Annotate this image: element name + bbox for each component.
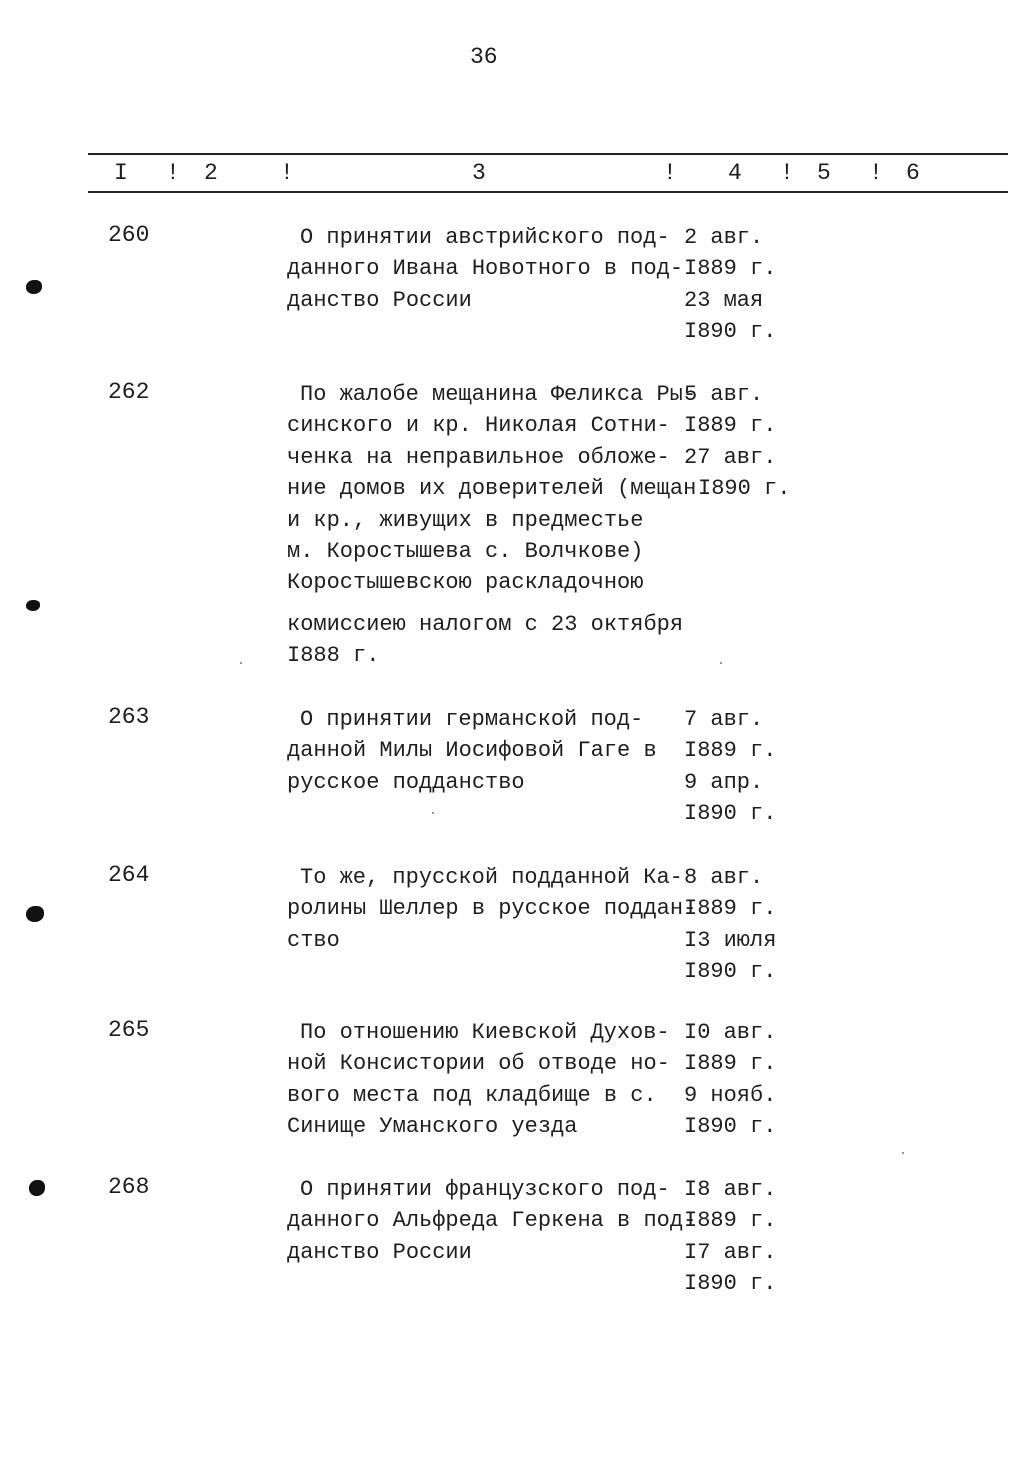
description-line: м. Коростышева с. Волчкове)	[287, 539, 644, 565]
entry-dates	[684, 862, 776, 988]
date-line: I889 г.	[684, 1208, 777, 1234]
punch-hole-mark	[26, 906, 44, 922]
entry-number: 268	[108, 1174, 150, 1200]
entry-description	[287, 704, 687, 798]
description-line: вого места под кладбище в с.	[287, 1082, 657, 1108]
description-line: комиссиею налогом с 23 октября	[287, 611, 684, 637]
description-line: данство России	[287, 1239, 472, 1265]
header-sep-4: !	[780, 160, 794, 186]
header-col-6: 6	[906, 160, 920, 186]
description-line: русское подданство	[287, 769, 525, 795]
description-line: ство	[287, 927, 340, 953]
description-line: данной Милы Иосифовой Гаге в	[287, 738, 657, 764]
scan-speck	[240, 662, 242, 664]
entry-number: 263	[108, 704, 150, 730]
header-col-5: 5	[817, 160, 831, 186]
header-sep-1: !	[166, 160, 180, 186]
description-line: Синище Уманского уезда	[287, 1114, 578, 1140]
date-line: I8 авг.	[684, 1177, 777, 1202]
entry-number: 260	[108, 222, 150, 248]
date-line: 2 авг.	[684, 225, 764, 250]
date-line: I890 г.	[684, 801, 777, 827]
entry-description	[287, 379, 697, 672]
date-line: 5 авг.	[684, 382, 764, 407]
description-line: По отношению Киевской Духов-	[300, 1020, 670, 1045]
header-sep-3: !	[663, 160, 677, 186]
date-line: I890 г.	[684, 1271, 777, 1297]
header-col-3: 3	[472, 160, 486, 186]
description-line: По жалобе мещанина Феликса Ры-	[300, 382, 697, 407]
entry-description	[287, 862, 697, 956]
date-line: I890 г.	[698, 476, 791, 502]
entry-dates	[684, 222, 776, 348]
scan-speck	[902, 1152, 904, 1154]
description-line: О принятии французского под-	[300, 1177, 670, 1202]
entry-description	[287, 1017, 687, 1143]
entry-dates	[684, 379, 790, 505]
date-line: I890 г.	[684, 959, 777, 985]
date-line: I0 авг.	[684, 1020, 777, 1045]
date-line: I3 июля	[684, 927, 777, 953]
date-line: 27 авг.	[684, 444, 777, 470]
punch-hole-mark	[26, 280, 42, 294]
header-bottom-rule	[88, 191, 1008, 193]
entry-dates	[684, 704, 776, 830]
description-line: ной Консистории об отводе но-	[287, 1051, 670, 1077]
date-line: I889 г.	[684, 256, 777, 282]
header-sep-5: !	[869, 160, 883, 186]
description-line: ролины Шеллер в русское поддан-	[287, 896, 697, 922]
description-line: I888 г.	[287, 643, 380, 669]
entry-number: 265	[108, 1017, 150, 1043]
header-top-rule	[88, 153, 1008, 155]
header-col-4: 4	[728, 160, 742, 186]
date-line: I889 г.	[684, 896, 777, 922]
date-line: I890 г.	[684, 319, 777, 345]
description-line: О принятии австрийского под-	[300, 225, 670, 250]
description-line: Коростышевскою раскладочною	[287, 570, 644, 596]
date-line: 7 авг.	[684, 707, 764, 732]
description-line: синского и кр. Николая Сотни-	[287, 413, 670, 439]
date-line: I889 г.	[684, 413, 777, 439]
entry-description	[287, 222, 687, 316]
date-line: 9 апр.	[684, 769, 764, 795]
entry-dates	[684, 1174, 776, 1300]
date-line: I889 г.	[684, 1051, 777, 1077]
date-line: I889 г.	[684, 738, 777, 764]
entry-number: 264	[108, 862, 150, 888]
entry-dates	[684, 1017, 776, 1143]
entry-number: 262	[108, 379, 150, 405]
date-line: I890 г.	[684, 1114, 777, 1140]
header-col-1: I	[114, 160, 128, 186]
header-sep-2: !	[280, 160, 294, 186]
date-line: 23 мая	[684, 287, 764, 313]
punch-hole-mark	[26, 600, 40, 611]
date-line: I7 авг.	[684, 1239, 777, 1265]
date-line: 8 авг.	[684, 865, 764, 890]
description-line: данство России	[287, 287, 472, 313]
entry-description	[287, 1174, 697, 1268]
description-line: ченка на неправильное обложе-	[287, 444, 670, 470]
page-number: 36	[470, 44, 498, 70]
description-line: данного Ивана Новотного в под-	[287, 256, 684, 282]
scan-speck	[432, 812, 434, 814]
description-line: данного Альфреда Геркена в под-	[287, 1208, 697, 1234]
scan-speck	[720, 662, 722, 664]
description-line: О принятии германской под-	[300, 707, 644, 732]
description-line: и кр., живущих в предместье	[287, 507, 644, 533]
description-line: ние домов их доверителей (мещан	[287, 476, 697, 502]
punch-hole-mark	[29, 1180, 45, 1196]
header-col-2: 2	[204, 160, 218, 186]
description-line: То же, прусской подданной Ка-	[300, 865, 683, 890]
date-line: 9 нояб.	[684, 1082, 777, 1108]
